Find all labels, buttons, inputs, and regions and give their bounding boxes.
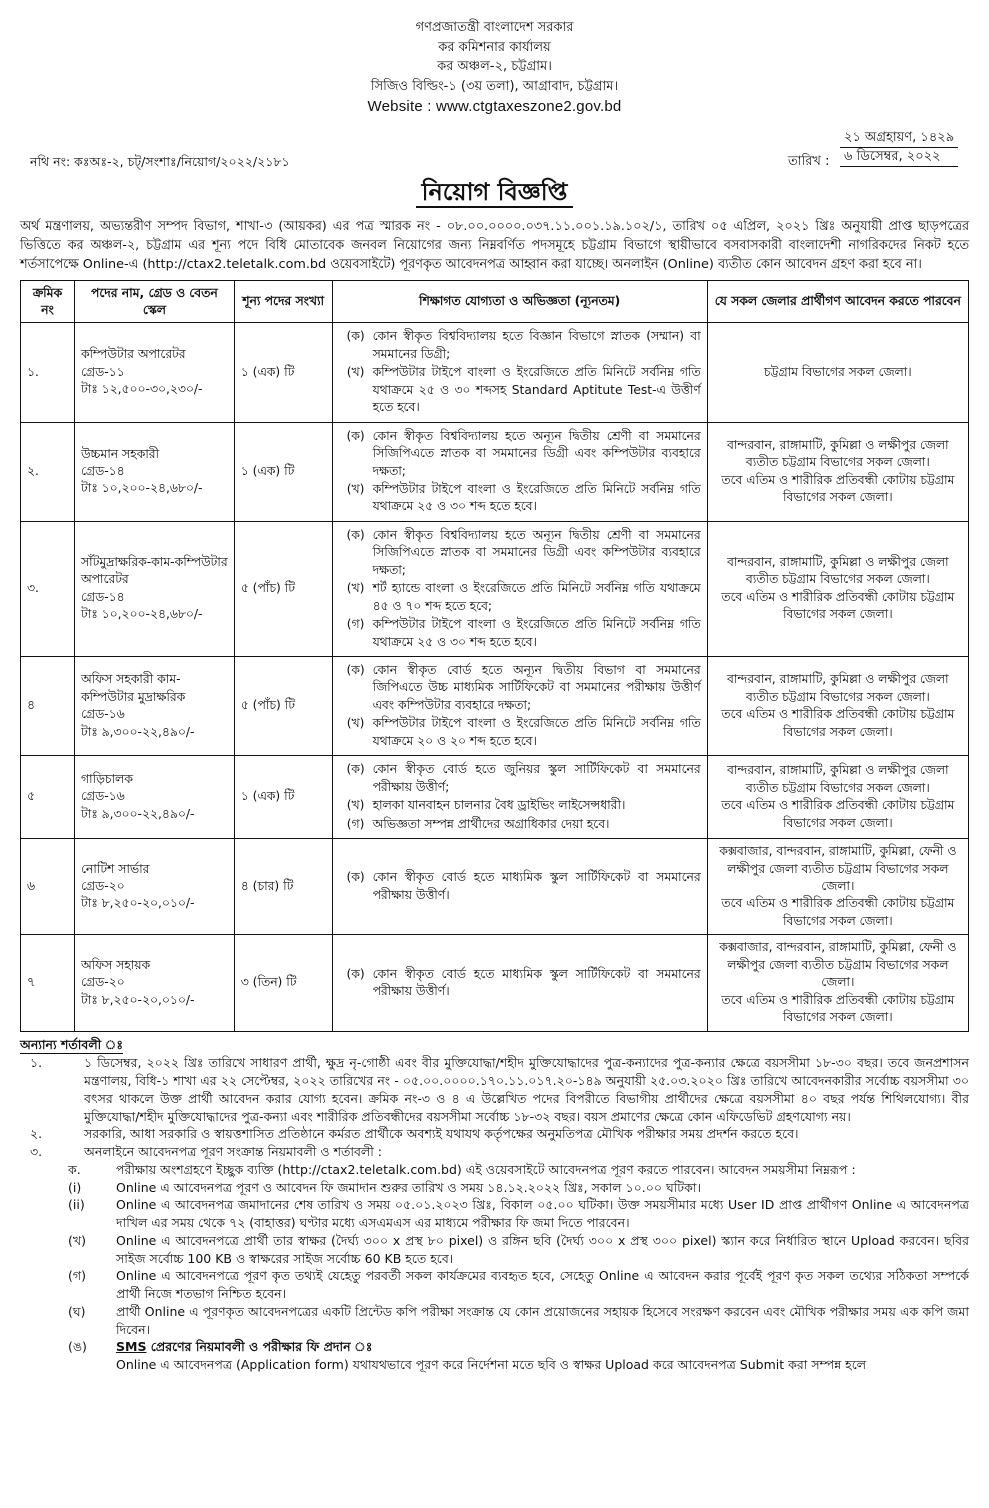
qualification-text: কোন স্বীকৃত বোর্ড হতে জুনিয়র স্কুল সার্টিফিকেট বা সমমানের পরীক্ষায় উত্তীর্ণ;: [372, 762, 701, 794]
reference-number: নথি নং: কঃঅঃ-২, চট্/সংশাঃ/নিয়োগ/২০২২/২১৮১: [30, 153, 290, 169]
qualification-item: [339, 662, 701, 714]
qualification-text: কম্পিউটার টাইপে বাংলা ও ইংরেজিতে প্রতি মিনিটে সর্বনিম্ন গতি যথাক্রমে ২৫ ও ৩০ শব্দসহ Standard Aptitute Test-এ উত্তীর্ণ হতে হবে।: [372, 365, 701, 415]
row-serial: ৭: [21, 935, 75, 1031]
qualification-marker: (ক): [346, 762, 365, 777]
zone-name: কর অঞ্চল-২, চট্টগ্রাম।: [437, 59, 552, 74]
post-scale: টাঃ ১২,৫০০-৩০,২৩০/-: [80, 382, 203, 397]
qualification-item: [339, 816, 701, 833]
subitem-marker: ক.: [68, 1161, 81, 1177]
quota-districts: তবে এতিম ও শারীরিক প্রতিবন্ধী কোটায় চট্টগ্রাম বিভাগের সকল জেলা।: [721, 896, 955, 928]
post-grade: গ্রেড-১৬: [80, 789, 125, 804]
sms-instructions: Online এ আবেদনপত্র (Application form) যথাযথভাবে পূরণ করে নির্দেশনা মতে ছবি ও স্বাক্ষর Upload করে আবেদনপত্র Submit করা সম্পন্ন হলে: [116, 1357, 867, 1373]
condition-item: [20, 1143, 969, 1161]
table-row: [21, 839, 969, 935]
subitem-text: Online এ আবেদনপত্রে প্রার্থী তার স্বাক্ষর (দৈর্ঘ্য ৩০০ x প্রস্থ ৮০ pixel) ও রঙ্গিন ছবি (দৈর্ঘ্য ৩০০ x প্রস্থ ৩০০ pixel) স্ক্যান করে নির্ধারিত স্থানে Upload করবেন। ছবির সাইজ সর্বোচ্চ 100 KB ও স্বাক্ষরের সাইজ সর্বোচ্চ 60 KB হতে হবে।: [116, 1232, 969, 1266]
table-row: [21, 935, 969, 1031]
post-scale: টাঃ ৯,৩০০-২২,৪৯০/-: [80, 724, 195, 739]
condition-subitem: [20, 1196, 969, 1232]
row-serial: ৪: [21, 657, 75, 756]
eligible-districts: বান্দরবান, রাঙ্গামাটি, কুমিল্লা ও লক্ষীপুর জেলা ব্যতীত চট্টগ্রাম বিভাগের সকল জেলা।: [727, 555, 949, 587]
reference-row: [20, 123, 969, 181]
row-post: [74, 657, 234, 756]
row-vacancy: ৫ (পাঁচ) টি: [234, 657, 332, 756]
row-districts: [707, 323, 968, 422]
row-qualification: [332, 935, 707, 1031]
qualification-text: কম্পিউটার টাইপে বাংলা ও ইংরেজিতে প্রতি মিনিটে সর্বনিম্ন গতি যথাক্রমে ২৫ ও ৩০ শব্দ হতে হবে।: [372, 481, 701, 514]
row-districts: [707, 422, 968, 521]
table-row: [21, 521, 969, 656]
qualification-item: [339, 616, 701, 651]
condition-item: [20, 1054, 969, 1125]
qualification-text: কোন স্বীকৃত বিশ্ববিদ্যালয় হতে অন্যূন দ্বিতীয় শ্রেণী বা সমমানের সিজিপিএতে স্নাতক বা সমমানের ডিগ্রী এবং কম্পিউটার ব্যবহারে দক্ষতা;: [372, 428, 701, 478]
row-vacancy: ৩ (তিন) টি: [234, 935, 332, 1031]
date-gregorian: ৬ ডিসেম্বর, ২০২২: [840, 148, 958, 167]
qualification-marker: (ক): [346, 870, 365, 885]
qualification-text: হালকা যানবাহন চালনার বৈধ ড্রাইভিং লাইসেন্সধারী।: [372, 798, 626, 813]
row-serial: ৫: [21, 756, 75, 839]
qualification-text: কম্পিউটার টাইপে বাংলা ও ইংরেজিতে প্রতি মিনিটে সর্বনিম্ন গতি যথাক্রমে ২০ ও ২০ শব্দ হতে হবে।: [372, 716, 701, 748]
post-grade: গ্রেড-২০: [80, 879, 125, 894]
row-serial: ৩.: [21, 521, 75, 656]
qualification-marker: (খ): [346, 481, 365, 496]
date-bangla: ২১ অগ্রহায়ণ, ১৪২৯: [840, 129, 958, 148]
qualification-item: [339, 966, 701, 1001]
website: Website : www.ctgtaxeszone2.gov.bd: [367, 98, 622, 115]
post-name: উচ্চমান সহকারী: [80, 446, 160, 461]
eligible-districts: কক্সবাজার, বান্দরবান, রাঙ্গামাটি, কুমিল্লা, ফেনী ও লক্ষীপুর জেলা ব্যতীত চট্টগ্রাম বিভাগের সকল জেলা।: [719, 844, 957, 894]
condition-text: অনলাইনে আবেদনপত্র পূরণ সংক্রান্ত নিয়মাবলী ও শর্তাবলী :: [84, 1144, 383, 1160]
post-scale: টাঃ ১০,২০০-২৪,৬৮০/-: [80, 481, 203, 496]
row-vacancy: ১ (এক) টি: [234, 323, 332, 422]
qualification-text: কোন স্বীকৃত বোর্ড হতে মাধ্যমিক স্কুল সার্টিফিকেট বা সমমানের পরীক্ষায় উত্তীর্ণ।: [372, 870, 701, 902]
intro-paragraph: অর্থ মন্ত্রণালয়, অভ্যন্তরীণ সম্পদ বিভাগ, শাখা-৩ (আয়কর) এর পত্র স্মারক নং - ০৮.০০.০০০০.০৩৭.১১.০০১.১৯.১০২/১, তারিখ ০৫ এপ্রিল, ২০২১ খ্রিঃ অনুযায়ী প্রাপ্ত ছাড়পত্রের ভিত্তিতে কর অঞ্চল-২, চট্টগ্রাম এর শূন্য পদে বিধি মোতাবেক জনবল নিয়োগের জন্য নিম্নবর্ণিত পদসমূহে চট্টগ্রাম বিভাগে স্থায়ীভাবে বসবাসকারী বাংলাদেশী নাগরিকদের নিকট হতে শর্তসাপেক্ষে Online-এ (http://ctax2.teletalk.com.bd ওয়েবসাইটে) পূরণকৃত আবেদনপত্র আহ্বান করা যাচ্ছে। অনলাইন (Online) ব্যতীত কোন আবেদন গ্রহণ করা হবে না।: [20, 218, 969, 272]
qualification-marker: (ক): [346, 966, 365, 981]
vacancy-table: [20, 280, 969, 1032]
condition-number: ৩.: [30, 1144, 43, 1160]
office-name: কর কমিশনার কার্যালয়: [438, 39, 551, 55]
subitem-text: Online এ আবেদনপত্র পূরণ ও আবেদন ফি জমাদান শুরুর তারিখ ও সময় ১৪.১২.২০২২ খ্রিঃ, সকাল ১০.০০ ঘটিকা।: [116, 1179, 701, 1195]
qualification-item: [339, 869, 701, 904]
row-districts: [707, 756, 968, 839]
row-post: [74, 323, 234, 422]
row-qualification: [332, 839, 707, 935]
header-vacancy: শূন্য পদের সংখ্যা: [234, 281, 332, 323]
row-districts: [707, 657, 968, 756]
dates: [840, 129, 958, 168]
sms-heading-row: [20, 1338, 969, 1356]
letterhead: [20, 18, 969, 119]
qualification-marker: (ক): [346, 527, 365, 542]
row-qualification: [332, 521, 707, 656]
subitem-text: প্রার্থী Online এ পূরণকৃত আবেদনপত্রের একটি প্রিন্টেড কপি পরীক্ষা সংক্রান্ত যে কোন প্রয়োজনের সহায়ক হিসেবে সংরক্ষণ করবেন এবং মৌখিক পরীক্ষার সময় এক কপি জমা দিবেন।: [116, 1303, 969, 1337]
row-vacancy: ৪ (চার) টি: [234, 839, 332, 935]
eligible-districts: বান্দরবান, রাঙ্গামাটি, কুমিল্লা ও লক্ষীপুর জেলা ব্যতীত চট্টগ্রাম বিভাগের সকল জেলা।: [727, 437, 949, 470]
condition-text: ১ ডিসেম্বর, ২০২২ খ্রিঃ তারিখে সাধারণ প্রার্থী, ক্ষুদ্র নৃ-গোষ্ঠী এবং বীর মুক্তিযোদ্ধা/শহীদ মুক্তিযোদ্ধাদের পুত্র-কন্যাদের পুত্র-কন্যার ক্ষেত্রে বয়সসীমা ১৮-৩০ বছর। তবে জনপ্রশাসন মন্ত্রণালয়, বিধি-১ শাখা এর ২২ সেপ্টেম্বর, ২০২২ তারিখের নং - ০৫.০০.০০০০.১৭০.১১.০১৭.২০-১৪৯ অনুযায়ী ২৫.০৩.২০২০ খ্রিঃ তারিখে আবেদনকারীর সর্বোচ্চ বয়সসীমা ৩০ বৎসর থাকলে উক্ত প্রার্থী আবেদন করার যোগ্য হবেন। ক্রমিক নং-৩ ও ৪ এ উল্লেখিত পদের বিপরীতে বিভাগীয় প্রার্থীদের ক্ষেত্রে বয়সসীমা ৪০ বছর পর্যন্ত শিথিলযোগ্য। বীর মুক্তিযোদ্ধা/শহীদ মুক্তিযোদ্ধাদের পুত্র-কন্যা এবং শারীরিক প্রতিবন্ধীদের বয়সসীমা সর্বোচ্চ ১৮-৩২ বছর। বয়স প্রমাণের ক্ষেত্রে কোন এফিডেভিট গ্রহণযোগ্য নয়।: [84, 1055, 969, 1124]
sms-keyword: SMS: [116, 1339, 147, 1355]
condition-number: ১.: [30, 1055, 43, 1071]
post-scale: টাঃ ৯,৩০০-২২,৪৯০/-: [80, 806, 195, 821]
post-scale: টাঃ ৮,২৫০-২০,০১০/-: [80, 896, 195, 911]
row-districts: [707, 935, 968, 1031]
table-header-row: [21, 281, 969, 323]
subitem-text: পরীক্ষায় অংশগ্রহণে ইচ্ছুক ব্যক্তি (http://ctax2.teletalk.com.bd) এই ওয়েবসাইটে আবেদনপত্র পূরণ করতে পারবেন। আবেদন সময়সীমা নিম্নরূপ :: [116, 1161, 856, 1177]
qualification-text: কোন স্বীকৃত বোর্ড হতে অন্যূন দ্বিতীয় বিভাগ বা সমমানের জিপিএতে উচ্চ মাধ্যমিক সার্টিফিকেট বা সমমানের পরীক্ষায় উত্তীর্ণ এবং কম্পিউটার ব্যবহারে দক্ষতা;: [372, 663, 701, 712]
post-grade: গ্রেড-১৬: [80, 707, 125, 722]
qualification-item: [339, 527, 701, 579]
eligible-districts: চট্টগ্রাম বিভাগের সকল জেলা।: [764, 364, 912, 379]
condition-subitem: [20, 1267, 969, 1303]
row-vacancy: ৫ (পাঁচ) টি: [234, 521, 332, 656]
header-post: পদের নাম, গ্রেড ও বেতন স্কেল: [74, 281, 234, 323]
conditions-heading: অন্যান্য শর্তাবলী ঃ: [20, 1036, 123, 1055]
post-scale: টাঃ ১০,২০০-২৪,৬৮০/-: [80, 607, 203, 622]
subitem-marker: (গ): [68, 1268, 86, 1284]
sms-heading: প্রেরণের নিয়মাবলী ও পরীক্ষার ফি প্রদান ঃ: [146, 1339, 373, 1355]
row-vacancy: ১ (এক) টি: [234, 756, 332, 839]
quota-districts: তবে এতিম ও শারীরিক প্রতিবন্ধী কোটায় চট্টগ্রাম বিভাগের সকল জেলা।: [721, 992, 955, 1025]
table-row: [21, 756, 969, 839]
qualification-marker: (গ): [346, 816, 365, 831]
qualification-marker: (খ): [346, 716, 365, 731]
condition-text: সরকারি, আধা সরকারি ও স্বায়ত্তশাসিত প্রতিষ্ঠানে কর্মরত প্রার্থীকে অবশ্যই যথাযথ কর্তৃপক্ষের অনুমতিপত্র মৌখিক পরীক্ষার সময় প্রদর্শন করতে হবে।: [84, 1126, 799, 1142]
post-name: অফিস সহকারী কাম-কম্পিউটার মুদ্রাক্ষরিক: [80, 672, 186, 704]
subitem-text: Online এ আবেদনপত্র জমাদানের শেষ তারিখ ও সময় ০৫.০১.২০২৩ খ্রিঃ, বিকাল ০৫.০০ ঘটিকা। উক্ত সময়সীমার মধ্যে User ID প্রাপ্ত প্রার্থীগণ Online এ আবেদনপত্র দাখিল এর সময় থেকে ৭২ (বাহাত্তর) ঘণ্টার মধ্যে এসএমএস এর মাধ্যমে পরীক্ষার ফি জমা দিতে পারবেন।: [116, 1197, 969, 1231]
qualification-marker: (খ): [346, 365, 365, 380]
qualification-text: শর্ট হ্যান্ডে বাংলা ও ইংরেজিতে প্রতি মিনিটে সর্বনিম্ন গতি যথাক্রমে ৪৫ ও ৭০ শব্দ হতে হবে;: [372, 581, 701, 613]
condition-item: [20, 1125, 969, 1143]
row-post: [74, 839, 234, 935]
post-grade: গ্রেড-২০: [80, 975, 125, 990]
quota-districts: তবে এতিম ও শারীরিক প্রতিবন্ধী কোটায় চট্টগ্রাম বিভাগের সকল জেলা।: [721, 589, 955, 622]
post-grade: গ্রেড-১৪: [80, 589, 125, 604]
qualification-marker: (খ): [346, 798, 365, 813]
header-districts: যে সকল জেলার প্রার্থীগণ আবেদন করতে পারবেন: [707, 281, 968, 323]
subitem-marker: (ii): [68, 1197, 85, 1213]
qualification-marker: (খ): [346, 581, 365, 596]
header-sl: ক্রমিক নং: [21, 281, 75, 323]
sms-marker: (ঙ): [68, 1339, 87, 1355]
condition-subitem: [20, 1161, 969, 1179]
row-vacancy: ১ (এক) টি: [234, 422, 332, 521]
subitem-text: Online এ আবেদনপত্রে পূরণ কৃত তথ্যই যেহেতু পরবর্তী সকল কার্যক্রমের ব্যবহৃত হবে, সেহেতু Online এ আবেদন করার পূর্বেই পূরণ কৃত সকল তথ্যের সঠিকতা সম্পর্কে প্রার্থী নিজে শতভাগ নিশ্চিত হবেন।: [116, 1268, 969, 1302]
table-row: [21, 657, 969, 756]
row-serial: ১.: [21, 323, 75, 422]
qualification-item: [339, 580, 701, 615]
post-name: নোটিশ সার্ভার: [80, 861, 150, 876]
subitem-marker: (ঘ): [68, 1303, 86, 1319]
condition-subitem: [20, 1303, 969, 1339]
subitem-marker: (খ): [68, 1232, 86, 1248]
post-name: অফিস সহায়ক: [80, 957, 151, 972]
qualification-marker: (গ): [346, 617, 365, 632]
page-title: নিয়োগ বিজ্ঞপ্তি: [20, 175, 969, 209]
qualification-marker: (ক): [346, 329, 365, 344]
row-post: [74, 422, 234, 521]
row-qualification: [332, 323, 707, 422]
qualification-text: কোন স্বীকৃত বিশ্ববিদ্যালয় হতে বিজ্ঞান বিভাগে স্নাতক (সম্মান) বা সমমানের ডিগ্রী;: [372, 329, 701, 361]
post-name: কম্পিউটার অপারেটর: [80, 347, 186, 362]
quota-districts: তবে এতিম ও শারীরিক প্রতিবন্ধী কোটায় চট্টগ্রাম বিভাগের সকল জেলা।: [721, 707, 955, 739]
qualification-text: কোন স্বীকৃত বোর্ড হতে মাধ্যমিক স্কুল সার্টিফিকেট বা সমমানের পরীক্ষায় উত্তীর্ণ।: [372, 966, 701, 998]
other-conditions: [20, 1036, 969, 1374]
table-row: [21, 323, 969, 422]
qualification-item: [339, 364, 701, 416]
row-qualification: [332, 657, 707, 756]
row-qualification: [332, 756, 707, 839]
qualification-item: [339, 715, 701, 750]
qualification-text: কোন স্বীকৃত বিশ্ববিদ্যালয় হতে অন্যূন দ্বিতীয় শ্রেণী বা সমমানের সিজিপিএতে স্নাতক বা সমমানের ডিগ্রী এবং কম্পিউটার ব্যবহারে দক্ষতা;: [372, 527, 701, 577]
post-grade: গ্রেড-১১: [80, 364, 125, 379]
eligible-districts: কক্সবাজার, বান্দরবান, রাঙ্গামাটি, কুমিল্লা, ফেনী ও লক্ষীপুর জেলা ব্যতীত চট্টগ্রাম বিভাগের সকল জেলা।: [719, 940, 957, 990]
qualification-item: [339, 761, 701, 796]
post-name: গাড়িচালক: [80, 772, 133, 787]
condition-number: ২.: [30, 1126, 43, 1142]
qualification-marker: (ক): [346, 428, 365, 443]
post-scale: টাঃ ৮,২৫০-২০,০১০/-: [80, 992, 195, 1007]
qualification-text: কম্পিউটার টাইপে বাংলা ও ইংরেজিতে প্রতি মিনিটে সর্বনিম্ন গতি যথাক্রমে ২৫ ও ৩০ শব্দ হতে হবে।: [372, 617, 701, 649]
row-post: [74, 935, 234, 1031]
table-row: [21, 422, 969, 521]
quota-districts: তবে এতিম ও শারীরিক প্রতিবন্ধী কোটায় চট্টগ্রাম বিভাগের সকল জেলা।: [721, 472, 955, 505]
row-districts: [707, 839, 968, 935]
condition-subitem: [20, 1232, 969, 1268]
row-serial: ২.: [21, 422, 75, 521]
qualification-marker: (ক): [346, 663, 365, 678]
qualification-item: [339, 328, 701, 363]
row-serial: ৬: [21, 839, 75, 935]
qualification-text: অভিজ্ঞতা সম্পন্ন প্রার্থীদের অগ্রাধিকার দেয়া হবে।: [372, 816, 610, 831]
quota-districts: তবে এতিম ও শারীরিক প্রতিবন্ধী কোটায় চট্টগ্রাম বিভাগের সকল জেলা।: [721, 798, 955, 830]
eligible-districts: বান্দরবান, রাঙ্গামাটি, কুমিল্লা ও লক্ষীপুর জেলা ব্যতীত চট্টগ্রাম বিভাগের সকল জেলা।: [727, 763, 949, 795]
row-qualification: [332, 422, 707, 521]
post-grade: গ্রেড-১৪: [80, 464, 125, 478]
subitem-marker: (i): [68, 1179, 82, 1195]
condition-subitem: [20, 1179, 969, 1197]
header-qualification: শিক্ষাগত যোগ্যতা ও অভিজ্ঞতা (ন্যূনতম): [332, 281, 707, 323]
govt-name: গণপ্রজাতন্ত্রী বাংলাদেশ সরকার: [415, 20, 574, 35]
row-post: [74, 521, 234, 656]
qualification-item: [339, 481, 701, 516]
row-districts: [707, 521, 968, 656]
post-name: সাঁটমুদ্রাক্ষরিক-কাম-কম্পিউটার অপারেটর: [80, 555, 228, 587]
date-label: তারিখ :: [788, 153, 830, 169]
qualification-item: [339, 797, 701, 814]
qualification-item: [339, 428, 701, 480]
address: সিজিও বিল্ডিং-১ (৩য় তলা), আগ্রাবাদ, চট্টগ্রাম।: [370, 78, 619, 94]
row-post: [74, 756, 234, 839]
eligible-districts: বান্দরবান, রাঙ্গামাটি, কুমিল্লা ও লক্ষীপুর জেলা ব্যতীত চট্টগ্রাম বিভাগের সকল জেলা।: [727, 672, 949, 704]
